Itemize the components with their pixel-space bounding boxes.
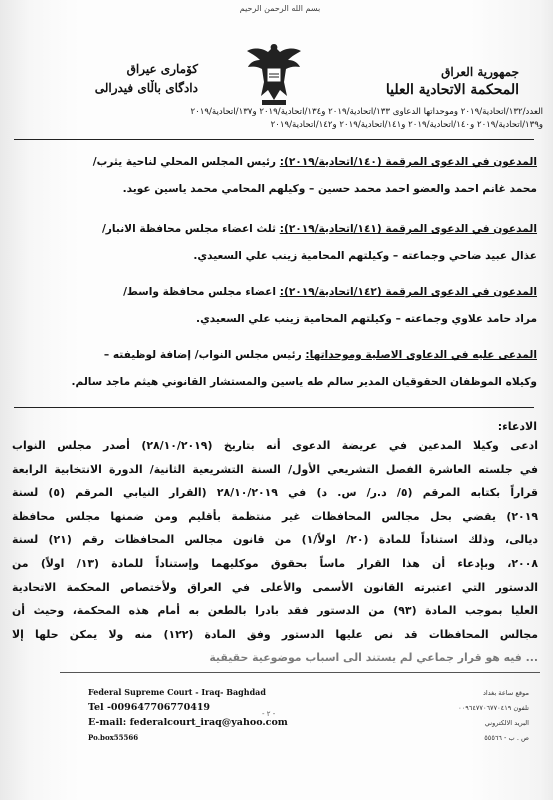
- claim-line: ... فيه هو قرار جماعي لم يستند الى اسباب موضوعية حقيقية: [209, 651, 538, 665]
- claim-line: ديالى، وذلك استناداً للمادة (٢٠/ اولاً/١) من قانون مجالس المحافظات رقم (٢١) لسنة: [12, 533, 538, 547]
- page-number: - ٢ -: [262, 710, 276, 718]
- party-description: ثلث اعضاء مجلس محافظة الانبار/: [101, 223, 280, 235]
- claim-heading: الادعاء:: [497, 420, 537, 433]
- case-number-line: و١٣٩/اتحادية/٢٠١٩ و١٤٠/اتحادية/٢٠١٩ و١٤١/اتحادية/٢٠١٩ و١٤٢/اتحادية/٢٠١٩: [270, 120, 543, 130]
- basmala: بسم الله الرحمن الرحيم: [239, 4, 321, 13]
- footer-telephone: Tel -009647706770419: [88, 702, 211, 713]
- footer-english: [88, 685, 328, 745]
- claim-line: ادعى وكيلا المدعين في عريضة الدعوى أنه بتاريخ (٢٨/١٠/٢٠١٩) أصدر مجلس النواب: [12, 439, 538, 452]
- party-block: [12, 347, 537, 391]
- party-block: [12, 284, 537, 328]
- party-block: [12, 221, 537, 265]
- party-description: اعضاء مجلس محافظة واسط/: [123, 286, 280, 298]
- party-names: وكيلاه الموظفان الحقوقيان المدير سالم طه ياسين والمستشار القانوني هيثم ماجد سالم.: [71, 376, 537, 388]
- footer-address: موقع ساعة بغداد: [482, 689, 529, 697]
- party-label: المدعى عليه في الدعاوى الاصلية وموحداتها:: [305, 349, 537, 361]
- party-names: عذال عبيد ضاحي وجماعته – وكيلتهم المحامية زينب علي السعيدي.: [193, 250, 537, 262]
- claim-line: في جلسته العاشرة الفصل التشريعي الأول/ السنة التشريعية الثانية/ الدورة الانتخابية الرابعة: [12, 462, 538, 476]
- court-name: المحكمة الاتحادية العليا: [385, 82, 519, 98]
- claim-line: قراراً بكتابه المرقم (٥/ د.ر/ س. د) في ٢٨/١٠/٢٠١٩ (القرار النيابي المرقم (٥) لسنة: [12, 486, 538, 500]
- footer-email-ar: البريد الالكتروني: [484, 719, 529, 727]
- case-number-line: العدد/١٣٢/اتحادية/٢٠١٩ وموحداتها الدعاوى ١٣٣/اتحادية/٢٠١٩ و١٣٤/اتحادية/٢٠١٩ و١٣٧/اتحادية/٢٠١٩: [190, 107, 543, 117]
- party-label: المدعون في الدعوى المرقمة (١٤٠/اتحادية/٢٠١٩):: [279, 156, 537, 168]
- footer-court-name: Federal Supreme Court - Iraq- Baghdad: [88, 687, 266, 697]
- party-description: رئيس مجلس النواب/ إضافة لوظيفته –: [103, 349, 306, 361]
- court-name-kurdish: دادگاى باڵاى فيدرالى: [94, 81, 198, 95]
- claim-line: ٢٠١٩) يقضي بحل مجالس المحافظات غير منتظمة بأقليم ومن ضمنها مجلس محافظة: [12, 509, 538, 523]
- iraq-emblem-icon: [244, 38, 304, 108]
- party-description: رئيس المجلس المحلي لناحية يثرب/: [92, 156, 280, 168]
- footer-divider: [60, 672, 540, 673]
- footer-telephone-ar: تلفون ٠٠٩٦٤٧٧٠٦٧٧٠٤١٩: [458, 704, 529, 712]
- party-block: [12, 154, 537, 198]
- footer-pobox: Po.box55566: [88, 733, 139, 742]
- party-names: مراد حامد علاوي وجماعته – وكيلتهم المحامية زينب علي السعيدي.: [196, 313, 537, 325]
- claim-line: مجالس المحافظات قد نص عليها الدستور وفق المادة (١٢٢) منه ولا يمكن حلها إلا: [12, 627, 538, 641]
- party-label: المدعون في الدعوى المرقمة (١٤٢/اتحادية/٢٠١٩):: [279, 286, 537, 298]
- header-kurdish: [28, 60, 198, 98]
- party-names: محمد غانم احمد والعضو احمد محمد حسين – وكيلهم المحامي محمد ياسين عويد.: [122, 183, 537, 195]
- claim-body: [12, 434, 538, 670]
- divider: [14, 139, 534, 140]
- footer-arabic: [349, 686, 529, 746]
- claim-line: الدستور التي اعتبرته القانون الأسمى والأعلى في العراق ولأختصاص المحكمة الاتحادية: [12, 580, 538, 594]
- country-name: جمهورية العراق: [441, 65, 519, 79]
- case-number: [8, 106, 543, 132]
- divider: [14, 407, 534, 408]
- country-name-kurdish: كۆماری عیراق: [126, 62, 198, 76]
- claim-line: ٢٠٠٨، وبإدعاء أن هذا القرار ماساً بحقوق موكليهما وإستناداً للمادة (١٣/ اولاً) من: [12, 556, 538, 570]
- header-arabic: [349, 64, 519, 100]
- claim-line: العليا بموجب المادة (٩٣) من الدستور فقد بادرا بالطعن به أمام هذه المحكمة، وحيث أن: [12, 604, 538, 618]
- footer-email: E-mail: federalcourt_iraq@yahoo.com: [88, 717, 288, 728]
- party-label: المدعون في الدعوى المرقمة (١٤١/اتحادية/٢٠١٩):: [279, 223, 537, 235]
- footer-pobox-ar: ص . ب - ٥٥٥٦٦: [484, 734, 529, 742]
